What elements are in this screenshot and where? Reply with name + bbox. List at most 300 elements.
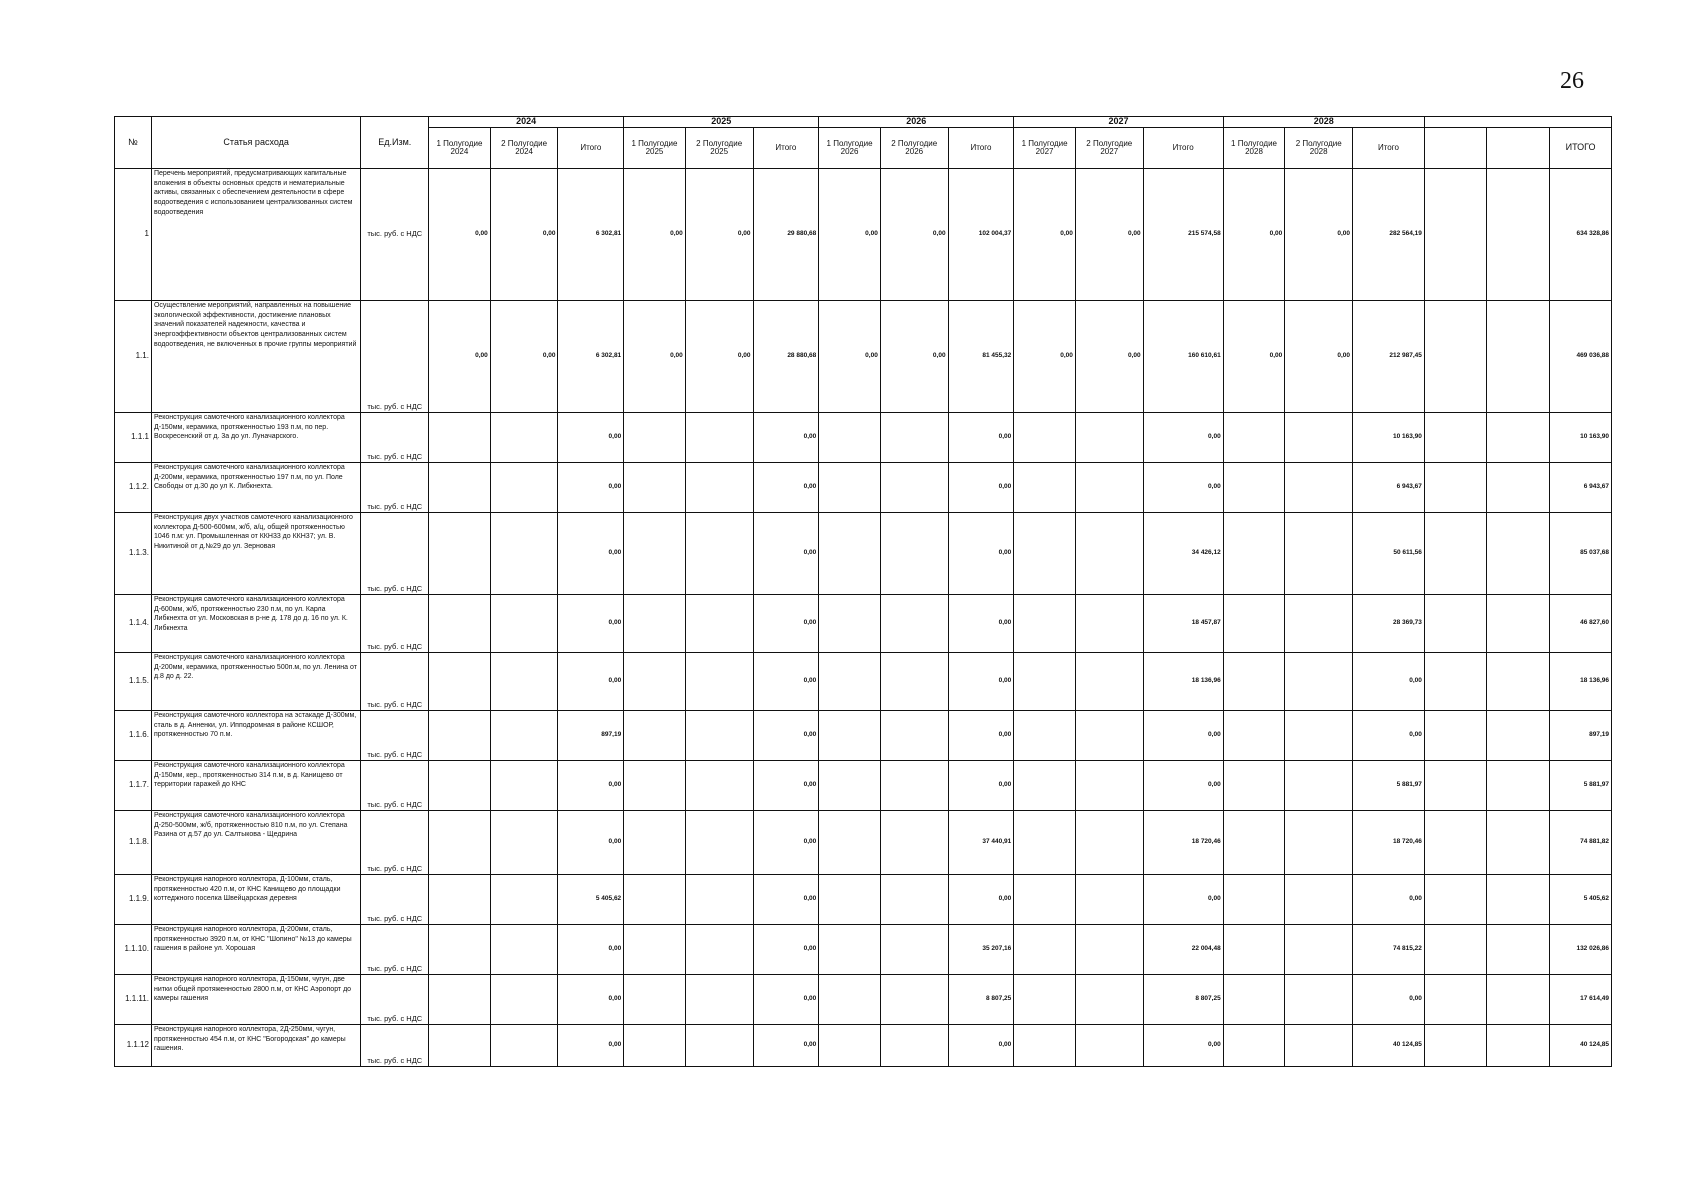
- row-value-cell: [1424, 301, 1486, 413]
- row-value-cell: 0,00: [948, 875, 1014, 925]
- table-row: [115, 975, 1612, 1025]
- row-value-cell: [1486, 413, 1550, 463]
- row-value-cell: 0,00: [685, 169, 753, 301]
- row-value-cell: [880, 811, 948, 875]
- row-value-cell: [1014, 925, 1076, 975]
- row-unit: тыс. руб. с НДС: [361, 925, 429, 975]
- row-value-cell: [685, 463, 753, 513]
- row-value-cell: 0,00: [880, 301, 948, 413]
- row-value-cell: [429, 925, 491, 975]
- row-value-cell: 6 302,81: [558, 301, 624, 413]
- row-unit: тыс. руб. с НДС: [361, 595, 429, 653]
- row-item-description: Реконструкция двух участков самотечного канализационного коллектора Д-500-600мм, ж/б, а/ц, общей протяженностью 1046 п.м: ул. Промышленная от ККН33 до ККН37; ул. В. Никитиной от д.№29 до ул. Зерновая: [151, 513, 360, 595]
- row-value-cell: [1424, 875, 1486, 925]
- row-value-cell: [880, 761, 948, 811]
- row-value-cell: 0,00: [1143, 1025, 1223, 1067]
- header-year-2028: 2028: [1223, 117, 1424, 128]
- row-value-cell: 0,00: [948, 463, 1014, 513]
- row-value-cell: 0,00: [558, 811, 624, 875]
- row-value-cell: [1014, 653, 1076, 711]
- row-value-cell: [1424, 925, 1486, 975]
- row-number: 1.1.11.: [115, 975, 152, 1025]
- header-blank-2: [1486, 128, 1550, 169]
- row-number: 1.1.1: [115, 413, 152, 463]
- row-value-cell: 0,00: [753, 925, 819, 975]
- row-value-cell: [1075, 975, 1143, 1025]
- row-number: 1.1.10.: [115, 925, 152, 975]
- table-row: [115, 463, 1612, 513]
- row-value-cell: [880, 513, 948, 595]
- header-2024-sum: Итого: [558, 128, 624, 169]
- row-value-cell: [685, 811, 753, 875]
- row-value-cell: 85 037,68: [1550, 513, 1612, 595]
- row-value-cell: [1223, 1025, 1285, 1067]
- row-number: 1.1.4.: [115, 595, 152, 653]
- row-value-cell: [1486, 513, 1550, 595]
- table-row: [115, 711, 1612, 761]
- row-value-cell: 0,00: [753, 975, 819, 1025]
- row-value-cell: 0,00: [558, 463, 624, 513]
- row-value-cell: 10 163,90: [1550, 413, 1612, 463]
- row-value-cell: [429, 513, 491, 595]
- row-value-cell: 215 574,58: [1143, 169, 1223, 301]
- row-value-cell: 0,00: [685, 301, 753, 413]
- row-value-cell: [1486, 975, 1550, 1025]
- row-value-cell: 0,00: [558, 653, 624, 711]
- row-value-cell: [1014, 595, 1076, 653]
- row-value-cell: 0,00: [1285, 169, 1353, 301]
- header-blank-1: [1424, 128, 1486, 169]
- row-value-cell: 5 881,97: [1353, 761, 1425, 811]
- row-value-cell: 0,00: [490, 169, 558, 301]
- row-value-cell: [685, 1025, 753, 1067]
- row-value-cell: [819, 413, 881, 463]
- row-value-cell: [1285, 653, 1353, 711]
- row-value-cell: 0,00: [429, 301, 491, 413]
- row-value-cell: 5 405,62: [558, 875, 624, 925]
- row-value-cell: [624, 811, 686, 875]
- row-value-cell: 29 880,68: [753, 169, 819, 301]
- row-value-cell: [1424, 463, 1486, 513]
- row-value-cell: 0,00: [819, 169, 881, 301]
- row-value-cell: 10 163,90: [1353, 413, 1425, 463]
- row-value-cell: [819, 463, 881, 513]
- row-value-cell: [1223, 925, 1285, 975]
- row-value-cell: [490, 711, 558, 761]
- row-value-cell: 0,00: [1223, 169, 1285, 301]
- row-unit: тыс. руб. с НДС: [361, 301, 429, 413]
- row-value-cell: 18 136,96: [1550, 653, 1612, 711]
- row-value-cell: [1075, 1025, 1143, 1067]
- header-2026-sum: Итого: [948, 128, 1014, 169]
- row-value-cell: 897,19: [558, 711, 624, 761]
- row-number: 1: [115, 169, 152, 301]
- row-value-cell: 0,00: [948, 653, 1014, 711]
- row-value-cell: [490, 513, 558, 595]
- table-body: [115, 169, 1612, 1067]
- row-value-cell: [819, 925, 881, 975]
- table-row: [115, 1025, 1612, 1067]
- row-value-cell: 46 827,60: [1550, 595, 1612, 653]
- row-value-cell: 282 564,19: [1353, 169, 1425, 301]
- row-value-cell: [490, 595, 558, 653]
- capex-table: [114, 116, 1612, 1067]
- row-value-cell: [429, 761, 491, 811]
- row-unit: тыс. руб. с НДС: [361, 811, 429, 875]
- header-num: №: [115, 117, 152, 169]
- row-value-cell: [1223, 463, 1285, 513]
- row-value-cell: [880, 463, 948, 513]
- row-value-cell: [1075, 463, 1143, 513]
- row-value-cell: [880, 595, 948, 653]
- row-value-cell: [429, 975, 491, 1025]
- row-value-cell: 40 124,85: [1550, 1025, 1612, 1067]
- row-value-cell: [1486, 653, 1550, 711]
- row-value-cell: 22 004,48: [1143, 925, 1223, 975]
- row-value-cell: 0,00: [429, 169, 491, 301]
- row-value-cell: 0,00: [880, 169, 948, 301]
- row-value-cell: 6 943,67: [1353, 463, 1425, 513]
- row-value-cell: 0,00: [948, 595, 1014, 653]
- row-value-cell: 0,00: [1143, 463, 1223, 513]
- row-value-cell: 8 807,25: [948, 975, 1014, 1025]
- row-value-cell: 28 880,68: [753, 301, 819, 413]
- row-value-cell: 17 614,49: [1550, 975, 1612, 1025]
- row-value-cell: [490, 653, 558, 711]
- row-item-description: Реконструкция самотечного канализационного коллектора Д-250-500мм, ж/б, протяженностью 810 п.м, по ул. Степана Разина от д.57 до ул. Салтыкова - Щедрина: [151, 811, 360, 875]
- row-value-cell: [1486, 301, 1550, 413]
- row-value-cell: [1424, 761, 1486, 811]
- row-value-cell: [1486, 1025, 1550, 1067]
- row-value-cell: [1014, 711, 1076, 761]
- row-value-cell: 0,00: [558, 975, 624, 1025]
- row-value-cell: [624, 513, 686, 595]
- header-2024-h1: 1 Полугодие 2024: [429, 128, 491, 169]
- row-value-cell: 0,00: [948, 711, 1014, 761]
- row-value-cell: 132 026,86: [1550, 925, 1612, 975]
- row-number: 1.1.7.: [115, 761, 152, 811]
- row-value-cell: [1424, 595, 1486, 653]
- row-value-cell: [1285, 1025, 1353, 1067]
- row-value-cell: [1486, 925, 1550, 975]
- row-value-cell: [1424, 653, 1486, 711]
- row-value-cell: [1223, 811, 1285, 875]
- header-year-blank: [1424, 117, 1611, 128]
- header-total: ИТОГО: [1550, 128, 1612, 169]
- row-value-cell: [685, 513, 753, 595]
- row-value-cell: 5 405,62: [1550, 875, 1612, 925]
- row-value-cell: [1424, 513, 1486, 595]
- header-2028-h2: 2 Полугодие 2028: [1285, 128, 1353, 169]
- row-value-cell: [1075, 875, 1143, 925]
- row-value-cell: 0,00: [558, 761, 624, 811]
- row-value-cell: [429, 711, 491, 761]
- row-value-cell: 34 426,12: [1143, 513, 1223, 595]
- row-value-cell: [429, 811, 491, 875]
- row-value-cell: [624, 1025, 686, 1067]
- row-value-cell: 0,00: [1143, 875, 1223, 925]
- row-value-cell: [1285, 711, 1353, 761]
- row-value-cell: [624, 875, 686, 925]
- row-value-cell: [429, 875, 491, 925]
- row-value-cell: 0,00: [753, 413, 819, 463]
- row-value-cell: 0,00: [1075, 301, 1143, 413]
- row-number: 1.1.: [115, 301, 152, 413]
- row-value-cell: [1424, 413, 1486, 463]
- row-value-cell: 0,00: [1353, 875, 1425, 925]
- row-value-cell: [1486, 711, 1550, 761]
- row-value-cell: [685, 653, 753, 711]
- row-unit: тыс. руб. с НДС: [361, 1025, 429, 1067]
- row-value-cell: [1223, 513, 1285, 595]
- row-value-cell: [880, 875, 948, 925]
- row-value-cell: [1014, 413, 1076, 463]
- page-number: 26: [1560, 68, 1584, 94]
- row-unit: тыс. руб. с НДС: [361, 975, 429, 1025]
- row-value-cell: [429, 463, 491, 513]
- row-value-cell: [1285, 975, 1353, 1025]
- row-value-cell: [819, 975, 881, 1025]
- row-value-cell: [490, 975, 558, 1025]
- row-value-cell: 0,00: [948, 413, 1014, 463]
- row-unit: тыс. руб. с НДС: [361, 463, 429, 513]
- row-value-cell: [1223, 595, 1285, 653]
- row-value-cell: [1285, 875, 1353, 925]
- row-value-cell: 74 881,82: [1550, 811, 1612, 875]
- row-value-cell: 0,00: [1285, 301, 1353, 413]
- row-value-cell: 469 036,88: [1550, 301, 1612, 413]
- row-value-cell: [1486, 169, 1550, 301]
- row-number: 1.1.8.: [115, 811, 152, 875]
- row-value-cell: 0,00: [558, 595, 624, 653]
- row-value-cell: [429, 1025, 491, 1067]
- row-value-cell: [1223, 875, 1285, 925]
- row-value-cell: [624, 761, 686, 811]
- row-value-cell: [1075, 711, 1143, 761]
- row-value-cell: [1285, 811, 1353, 875]
- row-value-cell: 0,00: [1143, 413, 1223, 463]
- row-item-description: Реконструкция самотечного канализационного коллектора Д-200мм, керамика, протяженностью 197 п.м, по ул. Поле Свободы от д.30 до ул К. Либкнехта.: [151, 463, 360, 513]
- row-value-cell: [1075, 653, 1143, 711]
- row-value-cell: 0,00: [948, 513, 1014, 595]
- row-value-cell: [1075, 761, 1143, 811]
- table-row: [115, 169, 1612, 301]
- row-value-cell: 0,00: [1143, 711, 1223, 761]
- row-value-cell: [819, 653, 881, 711]
- row-number: 1.1.2.: [115, 463, 152, 513]
- row-value-cell: 0,00: [624, 301, 686, 413]
- row-value-cell: 18 457,87: [1143, 595, 1223, 653]
- row-item-description: Реконструкция напорного коллектора, Д-200мм, сталь, протяженностью 3920 п.м, от КНС "Шопино" №13 до камеры гашения в районе ул. Хорошая: [151, 925, 360, 975]
- row-value-cell: [624, 711, 686, 761]
- row-value-cell: [1285, 513, 1353, 595]
- row-value-cell: 28 369,73: [1353, 595, 1425, 653]
- row-value-cell: 74 815,22: [1353, 925, 1425, 975]
- row-value-cell: 0,00: [753, 595, 819, 653]
- row-value-cell: [1285, 595, 1353, 653]
- row-value-cell: [1075, 513, 1143, 595]
- row-number: 1.1.12: [115, 1025, 152, 1067]
- row-value-cell: [429, 653, 491, 711]
- table-row: [115, 413, 1612, 463]
- row-value-cell: [1486, 595, 1550, 653]
- row-value-cell: [819, 761, 881, 811]
- row-value-cell: 8 807,25: [1143, 975, 1223, 1025]
- header-2025-h2: 2 Полугодие 2025: [685, 128, 753, 169]
- row-value-cell: [1014, 811, 1076, 875]
- row-value-cell: [490, 463, 558, 513]
- table-row: [115, 301, 1612, 413]
- header-2027-sum: Итого: [1143, 128, 1223, 169]
- row-number: 1.1.9.: [115, 875, 152, 925]
- row-value-cell: [490, 1025, 558, 1067]
- row-value-cell: 50 611,56: [1353, 513, 1425, 595]
- row-value-cell: [1014, 513, 1076, 595]
- row-value-cell: 0,00: [819, 301, 881, 413]
- row-value-cell: [1014, 761, 1076, 811]
- row-value-cell: 37 440,91: [948, 811, 1014, 875]
- row-value-cell: [1014, 1025, 1076, 1067]
- row-value-cell: [624, 975, 686, 1025]
- header-2028-h1: 1 Полугодие 2028: [1223, 128, 1285, 169]
- row-value-cell: 0,00: [1014, 301, 1076, 413]
- row-unit: тыс. руб. с НДС: [361, 875, 429, 925]
- row-item-description: Реконструкция самотечного канализационного коллектора Д-150мм, керамика, протяженностью 193 п.м, по пер. Воскресенский от д. 3а до ул. Луначарского.: [151, 413, 360, 463]
- row-item-description: Реконструкция самотечного канализационного коллектора Д-600мм, ж/б, протяженностью 230 п.м, по ул. Карла Либкнехта от ул. Московская в р-не д. 178 до д. 16 по ул. К. Либкнехта: [151, 595, 360, 653]
- row-value-cell: [624, 653, 686, 711]
- row-value-cell: [490, 811, 558, 875]
- header-2024-h2: 2 Полугодие 2024: [490, 128, 558, 169]
- row-value-cell: 0,00: [1353, 975, 1425, 1025]
- row-item-description: Реконструкция самотечного коллектора на эстакаде Д-300мм, сталь в д. Анненки, ул. Ипподромная в районе КСШОР, протяженностью 70 п.м.: [151, 711, 360, 761]
- row-value-cell: 0,00: [490, 301, 558, 413]
- row-value-cell: [1014, 463, 1076, 513]
- row-value-cell: 0,00: [753, 811, 819, 875]
- row-value-cell: [1075, 925, 1143, 975]
- row-value-cell: 0,00: [558, 1025, 624, 1067]
- row-value-cell: [624, 925, 686, 975]
- row-value-cell: 35 207,16: [948, 925, 1014, 975]
- row-value-cell: [1223, 761, 1285, 811]
- row-unit: тыс. руб. с НДС: [361, 169, 429, 301]
- row-item-description: Реконструкция самотечного канализационного коллектора Д-150мм, кер., протяженностью 314 п.м, в д. Канищево от территории гаражей до КНС: [151, 761, 360, 811]
- row-value-cell: 0,00: [753, 761, 819, 811]
- header-unit: Ед.Изм.: [361, 117, 429, 169]
- row-value-cell: 0,00: [558, 413, 624, 463]
- table-row: [115, 925, 1612, 975]
- row-value-cell: [880, 975, 948, 1025]
- row-item-description: Реконструкция самотечного канализационного коллектора Д-200мм, керамика, протяженностью 500п.м, по ул. Ленина от д.8 до д. 22.: [151, 653, 360, 711]
- row-value-cell: 102 004,37: [948, 169, 1014, 301]
- row-item-description: Осуществление мероприятий, направленных на повышение экологической эффективности, достижение плановых значений показателей надежности, качества и энергоэффективности объектов централизованных систем водоотведения, не включенных в прочие группы мероприятий: [151, 301, 360, 413]
- row-value-cell: [685, 975, 753, 1025]
- row-value-cell: [685, 925, 753, 975]
- header-2026-h1: 1 Полугодие 2026: [819, 128, 881, 169]
- row-value-cell: [1223, 975, 1285, 1025]
- row-value-cell: 81 455,32: [948, 301, 1014, 413]
- row-value-cell: [429, 413, 491, 463]
- row-value-cell: 897,19: [1550, 711, 1612, 761]
- row-value-cell: [490, 761, 558, 811]
- row-value-cell: [880, 653, 948, 711]
- row-unit: тыс. руб. с НДС: [361, 653, 429, 711]
- row-value-cell: [685, 875, 753, 925]
- row-number: 1.1.5.: [115, 653, 152, 711]
- header-2026-h2: 2 Полугодие 2026: [880, 128, 948, 169]
- row-value-cell: 160 610,61: [1143, 301, 1223, 413]
- row-value-cell: [1424, 169, 1486, 301]
- row-value-cell: 0,00: [753, 711, 819, 761]
- row-value-cell: [1285, 761, 1353, 811]
- row-value-cell: [1486, 811, 1550, 875]
- row-value-cell: 5 881,97: [1550, 761, 1612, 811]
- table-row: [115, 761, 1612, 811]
- row-value-cell: [1014, 975, 1076, 1025]
- row-value-cell: [819, 875, 881, 925]
- row-value-cell: 0,00: [753, 463, 819, 513]
- row-value-cell: [685, 761, 753, 811]
- row-unit: тыс. руб. с НДС: [361, 711, 429, 761]
- row-value-cell: [429, 595, 491, 653]
- row-number: 1.1.3.: [115, 513, 152, 595]
- row-unit: тыс. руб. с НДС: [361, 513, 429, 595]
- row-value-cell: [1486, 875, 1550, 925]
- row-value-cell: 634 328,86: [1550, 169, 1612, 301]
- row-value-cell: [1285, 413, 1353, 463]
- row-value-cell: 0,00: [558, 925, 624, 975]
- row-value-cell: [1223, 653, 1285, 711]
- row-value-cell: [819, 711, 881, 761]
- header-2028-sum: Итого: [1353, 128, 1425, 169]
- row-value-cell: [1424, 975, 1486, 1025]
- header-2027-h1: 1 Полугодие 2027: [1014, 128, 1076, 169]
- header-year-2027: 2027: [1014, 117, 1223, 128]
- row-value-cell: [1486, 761, 1550, 811]
- header-year-2026: 2026: [819, 117, 1014, 128]
- row-unit: тыс. руб. с НДС: [361, 413, 429, 463]
- table-row: [115, 653, 1612, 711]
- row-value-cell: 6 943,67: [1550, 463, 1612, 513]
- row-value-cell: [819, 595, 881, 653]
- row-value-cell: 0,00: [753, 513, 819, 595]
- row-value-cell: [1075, 811, 1143, 875]
- row-value-cell: [1075, 595, 1143, 653]
- row-value-cell: [490, 413, 558, 463]
- row-value-cell: 18 720,46: [1143, 811, 1223, 875]
- table-row: [115, 811, 1612, 875]
- header-years-row: [115, 117, 1612, 128]
- row-value-cell: [880, 925, 948, 975]
- row-value-cell: 0,00: [1075, 169, 1143, 301]
- row-value-cell: 0,00: [753, 875, 819, 925]
- row-value-cell: [1223, 413, 1285, 463]
- row-value-cell: [1486, 463, 1550, 513]
- row-value-cell: [880, 413, 948, 463]
- table-row: [115, 513, 1612, 595]
- row-value-cell: [880, 1025, 948, 1067]
- row-value-cell: [1424, 711, 1486, 761]
- row-value-cell: [880, 711, 948, 761]
- row-value-cell: [1285, 925, 1353, 975]
- row-value-cell: 0,00: [753, 1025, 819, 1067]
- row-value-cell: 0,00: [753, 653, 819, 711]
- header-2025-h1: 1 Полугодие 2025: [624, 128, 686, 169]
- row-value-cell: 0,00: [1223, 301, 1285, 413]
- row-value-cell: [819, 513, 881, 595]
- row-value-cell: 0,00: [558, 513, 624, 595]
- row-value-cell: [624, 463, 686, 513]
- row-value-cell: 0,00: [1014, 169, 1076, 301]
